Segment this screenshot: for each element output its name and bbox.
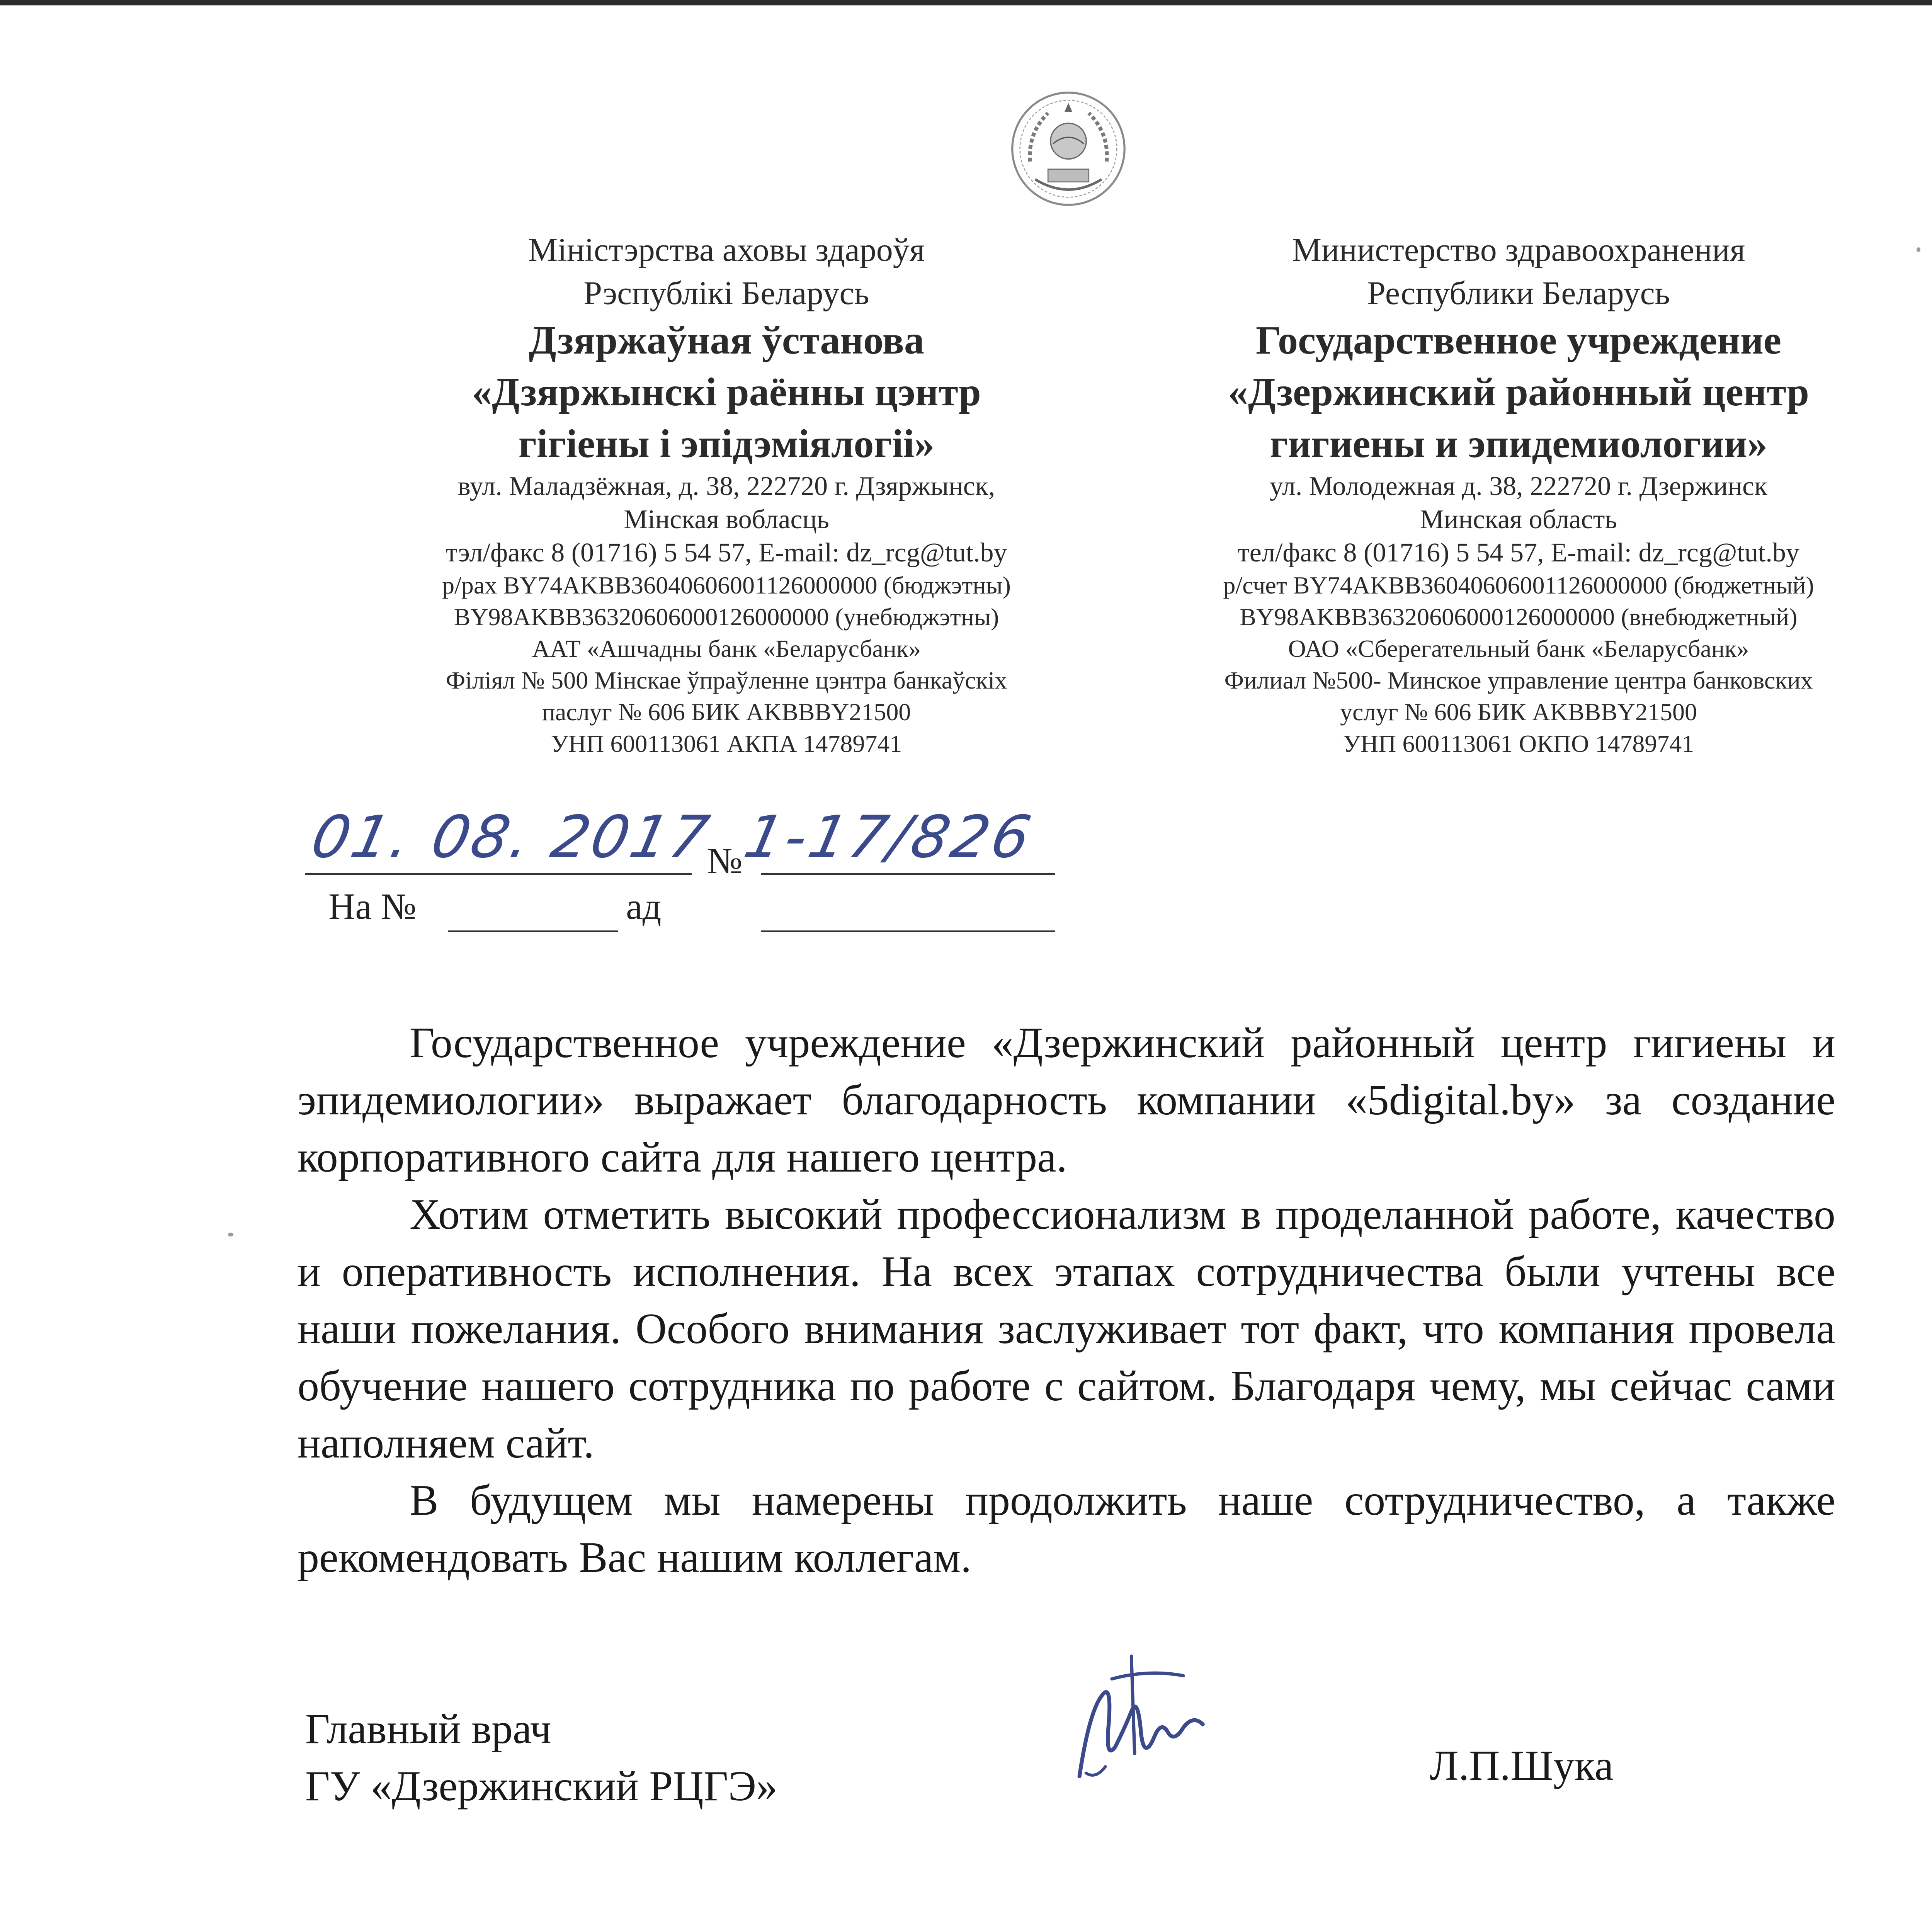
from-underline (761, 930, 1055, 932)
bank-branch-line2: паслуг № 606 БИК AKBBBY21500 (542, 698, 911, 726)
scan-top-edge (0, 0, 1932, 5)
tax-ids: УНП 600113061 ОКПО 14789741 (1343, 730, 1694, 757)
date-underline (305, 873, 692, 875)
country-name: Рэспублікі Беларусь (583, 274, 869, 311)
org-name-line2: гигиены и эпидемиологии» (1270, 422, 1767, 466)
org-type: Государственное учреждение (1255, 318, 1782, 362)
account-budget: р/счет BY74AKBB36040606001126000000 (бюджетный) (1223, 571, 1814, 599)
scan-speck (1917, 247, 1920, 252)
address-line2: Мінская вобласць (624, 505, 829, 534)
header-belarusian (344, 228, 1109, 760)
contact-line: тэл/факс 8 (01716) 5 54 57, E-mail: dz_rcg@tut.by (446, 538, 1007, 568)
signatory-title (305, 1700, 777, 1815)
signatory-organization: ГУ «Дзержинский РЦГЭ» (305, 1762, 778, 1810)
letter-body (298, 1014, 1835, 1586)
scan-speck (228, 1233, 233, 1236)
from-label: ад (626, 886, 662, 927)
handwritten-signature (1066, 1646, 1229, 1793)
address-line1: вул. Маладзёжная, д. 38, 222720 г. Дзяржынск, (457, 471, 995, 501)
number-sign: № (707, 840, 743, 881)
signatory-name: Л.П.Шука (1430, 1742, 1614, 1789)
country-name: Республики Беларусь (1367, 274, 1670, 311)
paragraph-3: В будущем мы намерены продолжить наше сотрудничество, а также рекомендовать Вас нашим коллегам. (298, 1476, 1835, 1582)
reference-label: На № (328, 886, 417, 927)
registration-block (305, 804, 1063, 943)
contact-line: тел/факс 8 (01716) 5 54 57, E-mail: dz_rcg@tut.by (1238, 538, 1799, 568)
bank-branch-line2: услуг № 606 БИК AKBBBY21500 (1340, 698, 1697, 726)
org-name-line2: гігіены і эпідэміялогіі» (518, 422, 935, 466)
ministry-name: Міністэрства аховы здароўя (528, 231, 925, 268)
paragraph-1: Государственное учреждение «Дзержинский районный центр гигиены и эпидемиологии» выражает благодарность компании «5digital.by» за создание корпоративного сайта для нашего центра. (298, 1019, 1835, 1181)
address-line1: ул. Молодежная д. 38, 222720 г. Дзержинск (1269, 471, 1768, 501)
org-type: Дзяржаўная ўстанова (529, 318, 924, 362)
paragraph-2: Хотим отметить высокий профессионализм в проделанной работе, качество и оперативность исполнения. На всех этапах сотрудничества были учтены все наши пожелания. Особого внимания заслуживает тот факт, что компания провела обучение нашего сотрудника по работе с сайтом. Благодаря чему, мы сейчас сами наполняем сайт. (298, 1190, 1835, 1467)
org-name-line1: «Дзяржынскі раённы цэнтр (472, 370, 981, 414)
account-extrabudget: BY98AKBB36320606000126000000 (унебюджэтны) (454, 603, 999, 631)
bank-branch-line1: Филиал №500- Минское управление центра банковских (1224, 667, 1813, 694)
signatory-position: Главный врач (305, 1705, 551, 1752)
ministry-name: Министерство здравоохранения (1292, 231, 1745, 268)
bank-name: ААТ «Ашчадны банк «Беларусбанк» (532, 635, 921, 662)
tax-ids: УНП 600113061 АКПА 14789741 (551, 730, 902, 757)
handwritten-number: 1-17/826 (738, 804, 1039, 871)
bank-name: ОАО «Сберегательный банк «Беларусбанк» (1288, 635, 1749, 662)
account-extrabudget: BY98AKBB36320606000126000000 (внебюджетный) (1240, 603, 1798, 631)
org-name-line1: «Дзержинский районный центр (1228, 370, 1810, 414)
reference-underline (448, 930, 618, 932)
address-line2: Минская область (1420, 505, 1617, 534)
bank-branch-line1: Філіял № 500 Мінскае ўпраўленне цэнтра банкаўскіх (446, 667, 1007, 694)
handwritten-date: 01. 08. 2017 (306, 804, 717, 871)
header-russian (1097, 228, 1932, 760)
account-budget: р/рах BY74AKBB36040606001126000000 (бюджэтны) (442, 571, 1011, 599)
state-emblem-icon (1005, 85, 1132, 213)
number-underline (761, 873, 1055, 875)
